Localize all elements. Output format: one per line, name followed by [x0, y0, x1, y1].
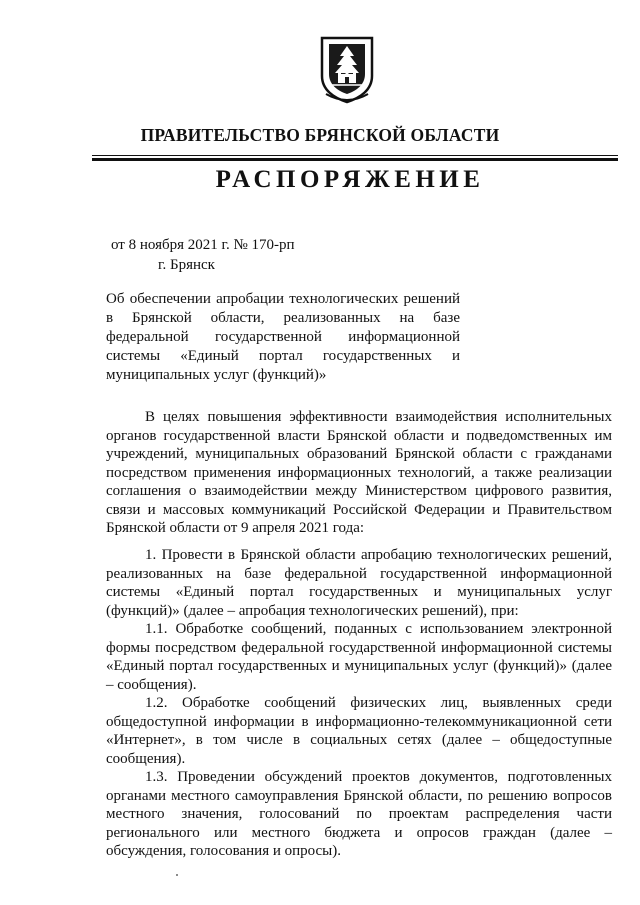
document-city: г. Брянск: [158, 257, 215, 273]
scan-speck: [176, 874, 178, 876]
header-divider-thin: [92, 155, 618, 156]
preamble-paragraph: В целях повышения эффективности взаимодействия исполнительных органов государственной власти Брянской области и подведомственных им учреждений, муниципальных образований Брянской области с гражданами посредством применения информационных технологий, а также реализации соглашения о взаимодействии между Министерством цифрового развития, связи и массовых коммуникаций Российской Федерации и Правительством Брянской области от 9 апреля 2021 года:: [106, 409, 612, 536]
item-1-3: 1.3. Проведении обсуждений проектов документов, подготовленных органами местного самоуправления Брянской области, по решению вопросов местного значения, голосований по проектам распределения части регионального или местного бюджета и опросов граждан (далее – обсуждения, голосования и опросы).: [106, 769, 612, 859]
items-section: [106, 546, 612, 861]
document-subject: Об обеспечении апробации технологических решений в Брянской области, реализованных на базе федеральной государственной информационной системы «Единый портал государственных и муниципальных услуг (функций)»: [106, 291, 460, 383]
item-1: 1. Провести в Брянской области апробацию технологических решений, реализованных на базе федеральной государственной информационной системы «Единый портал государственных и муниципальных услуг (функций)» (далее – апробация технологических решений), при:: [106, 547, 612, 619]
item-1-1: 1.1. Обработке сообщений, поданных с использованием электронной формы посредством федеральной государственной информационной системы «Единый портал государственных и муниципальных услуг (функций)» (далее – сообщения).: [106, 621, 612, 693]
government-title: ПРАВИТЕЛЬСТВО БРЯНСКОЙ ОБЛАСТИ: [140, 125, 500, 145]
document-date-number: от 8 ноября 2021 г. № 170-рп: [111, 237, 295, 253]
coat-of-arms-icon: [318, 36, 376, 104]
header-divider-thick: [92, 158, 618, 161]
document-kind-title: РАСПОРЯЖЕНИЕ: [215, 166, 485, 193]
preamble-section: [106, 408, 612, 538]
item-1-2: 1.2. Обработке сообщений физических лиц, выявленных среди общедоступной информации в информационно-телекоммуникационной сети «Интернет», в том числе в социальных сетях (далее – общедоступные сообщения).: [106, 695, 612, 767]
